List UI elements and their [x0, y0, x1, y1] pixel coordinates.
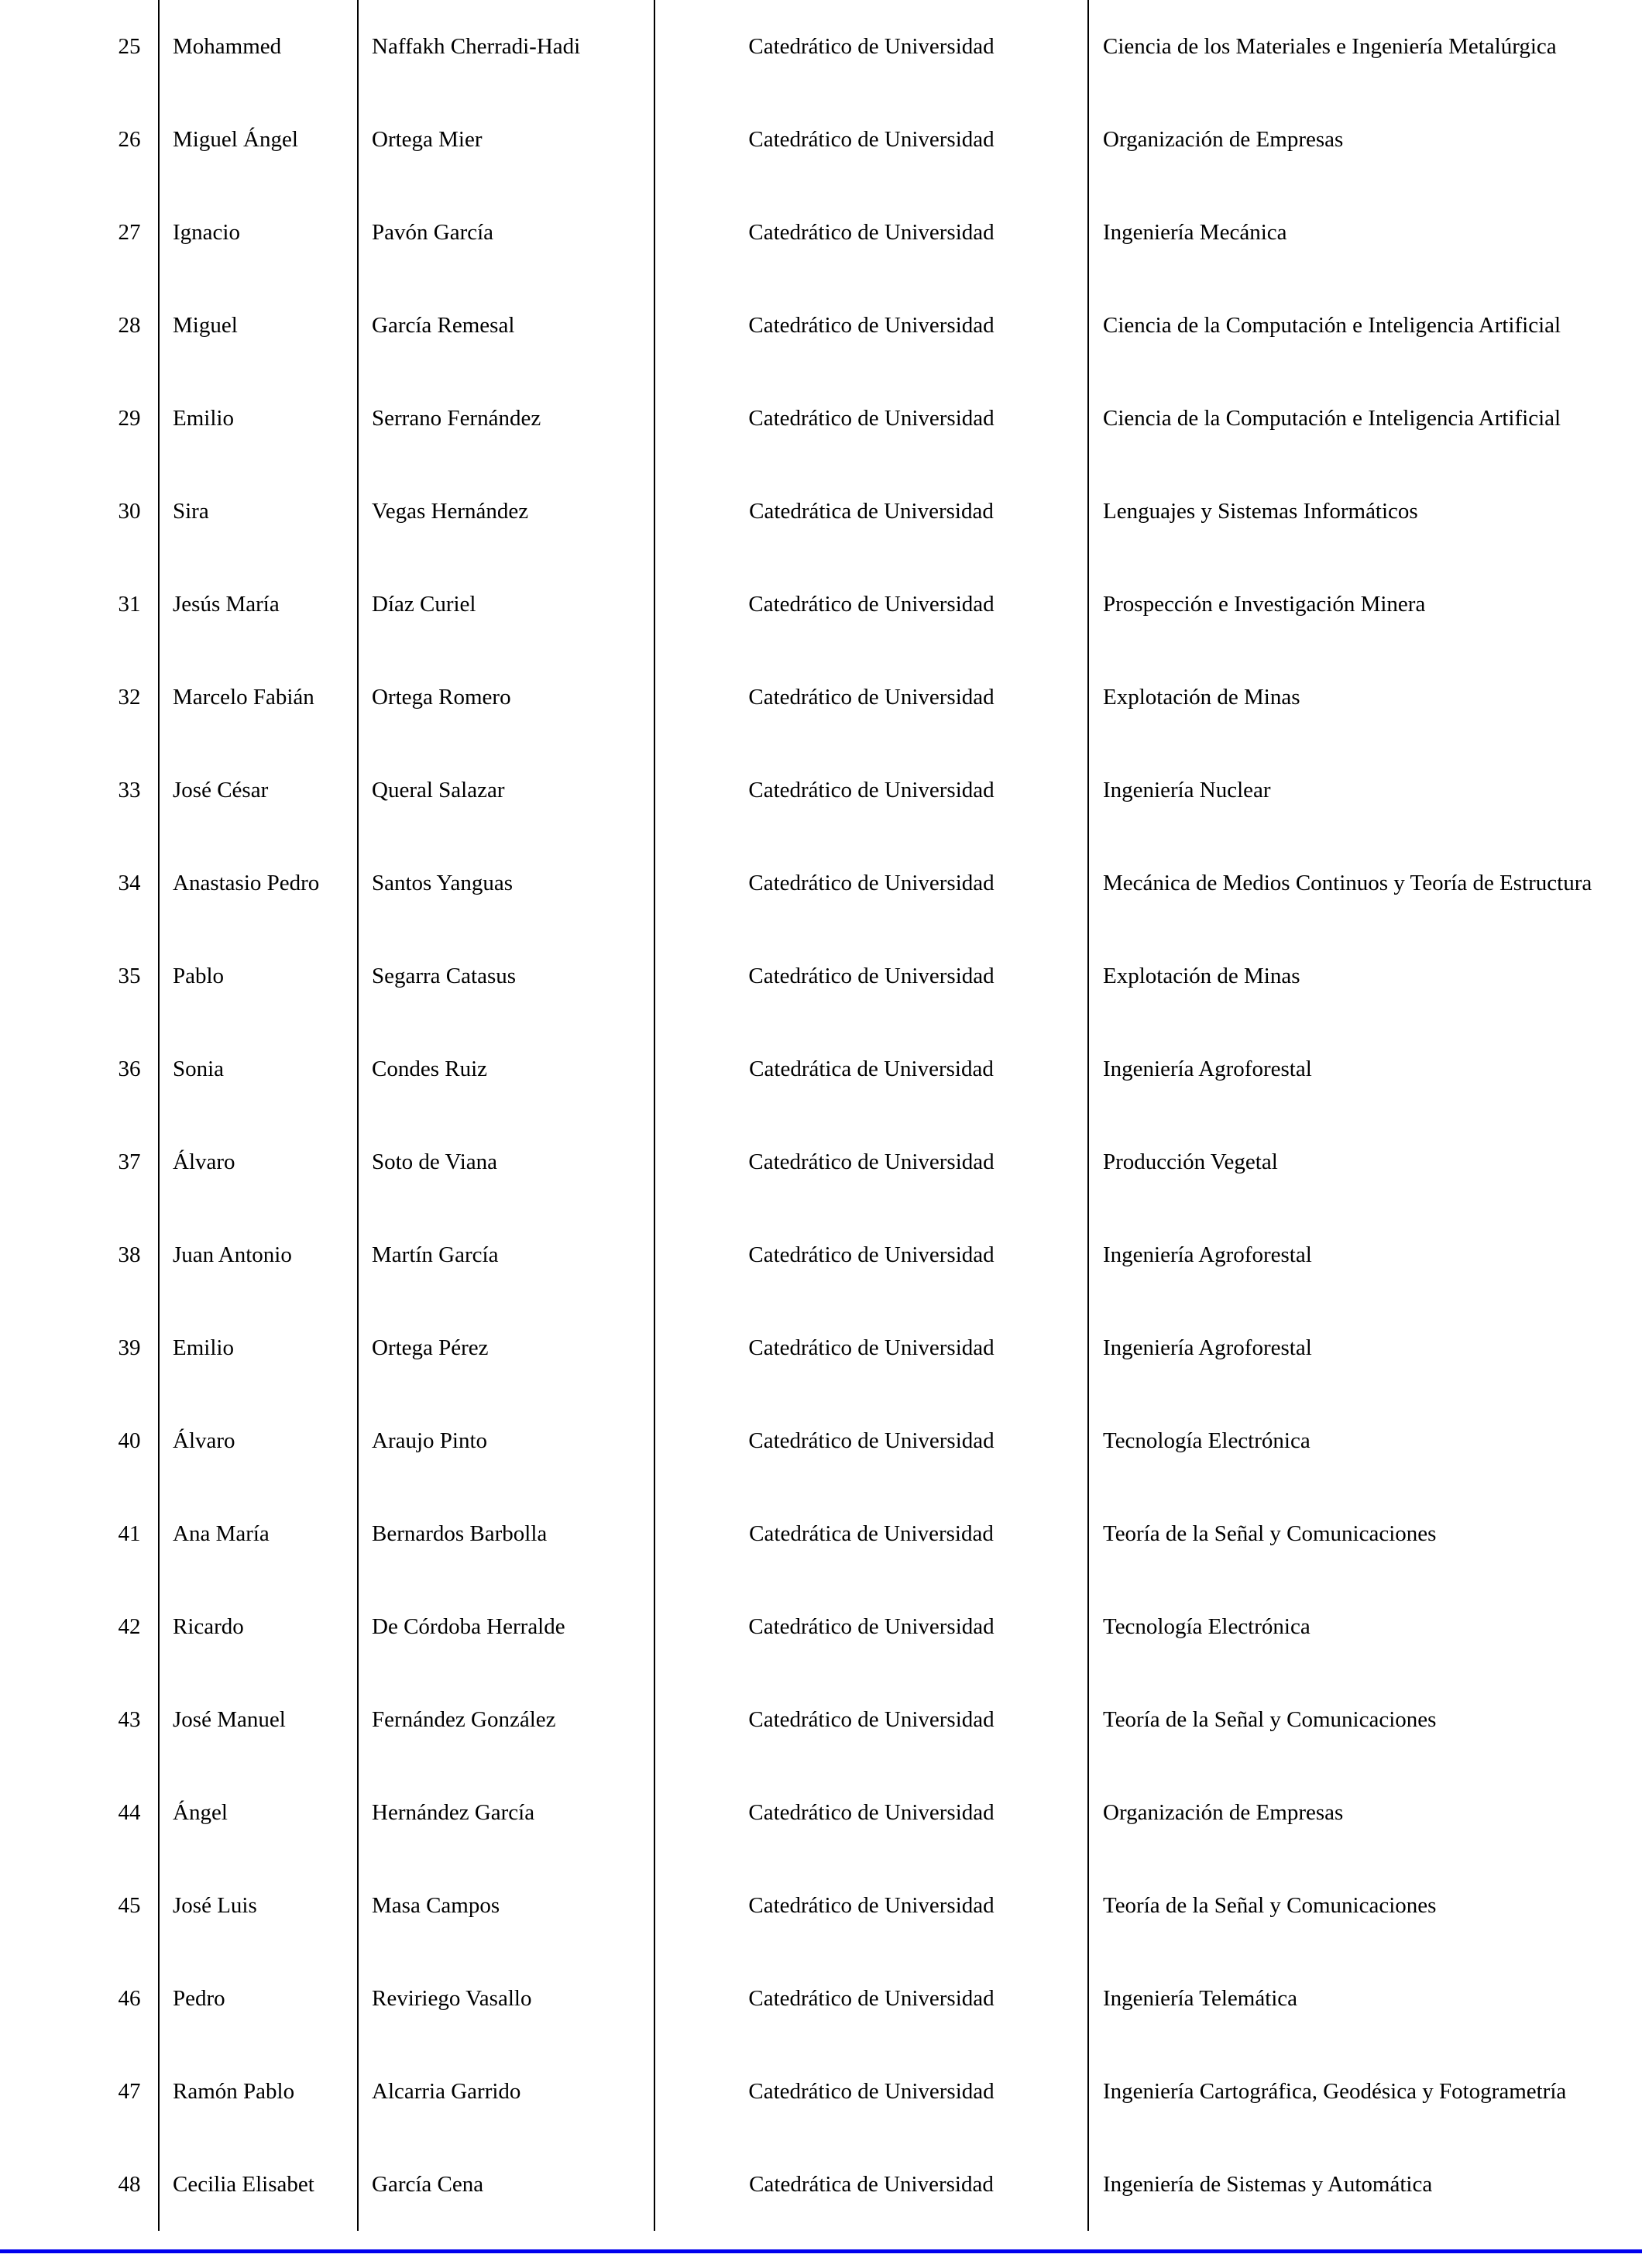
row-number-cell: 40 — [118, 1428, 141, 1453]
table-row — [101, 465, 1619, 558]
first-name-cell: Mohammed — [159, 0, 358, 93]
last-name-cell: Alcarria Garrido — [358, 2045, 654, 2138]
row-number-cell: 38 — [118, 1242, 141, 1267]
last-name-cell: Santos Yanguas — [358, 837, 654, 930]
position-cell: Catedrático de Universidad — [654, 1115, 1088, 1208]
last-name-cell: Condes Ruiz — [358, 1022, 654, 1115]
row-number-cell: 36 — [118, 1057, 141, 1081]
table-row — [101, 1394, 1619, 1487]
faculty-table-body — [101, 0, 1619, 2231]
table-row — [101, 1766, 1619, 1859]
first-name-cell: Pedro — [159, 1952, 358, 2045]
position-cell: Catedrático de Universidad — [654, 2045, 1088, 2138]
last-name-cell: Naffakh Cherradi-Hadi — [358, 0, 654, 93]
first-name-cell: Sira — [159, 465, 358, 558]
area-cell: Lenguajes y Sistemas Informáticos — [1088, 465, 1619, 558]
first-name-cell: Emilio — [159, 372, 358, 465]
row-number-cell: 33 — [118, 778, 141, 802]
row-number-cell: 26 — [118, 127, 141, 152]
table-row — [101, 1301, 1619, 1394]
row-number-cell: 42 — [118, 1614, 141, 1639]
row-number-cell: 47 — [118, 2079, 141, 2104]
first-name-cell: Álvaro — [159, 1115, 358, 1208]
table-row — [101, 558, 1619, 651]
first-name-cell: José César — [159, 744, 358, 837]
row-number-cell: 31 — [118, 592, 141, 617]
first-name-cell: Pablo — [159, 930, 358, 1022]
table-row — [101, 0, 1619, 93]
last-name-cell: Soto de Viana — [358, 1115, 654, 1208]
first-name-cell: Miguel Ángel — [159, 93, 358, 186]
row-number-cell: 45 — [118, 1893, 141, 1918]
area-cell: Ingeniería Cartográfica, Geodésica y Fotogrametría — [1088, 2045, 1619, 2138]
table-row — [101, 1952, 1619, 2045]
area-cell: Teoría de la Señal y Comunicaciones — [1088, 1673, 1619, 1766]
table-row — [101, 744, 1619, 837]
position-cell: Catedrático de Universidad — [654, 1673, 1088, 1766]
area-cell: Ciencia de la Computación e Inteligencia Artificial — [1088, 372, 1619, 465]
last-name-cell: Ortega Mier — [358, 93, 654, 186]
area-cell: Producción Vegetal — [1088, 1115, 1619, 1208]
position-cell: Catedrático de Universidad — [654, 1301, 1088, 1394]
position-cell: Catedrático de Universidad — [654, 558, 1088, 651]
row-number-cell: 29 — [118, 406, 141, 431]
area-cell: Tecnología Electrónica — [1088, 1580, 1619, 1673]
area-cell: Ingeniería Nuclear — [1088, 744, 1619, 837]
position-cell: Catedrática de Universidad — [654, 1487, 1088, 1580]
first-name-cell: Juan Antonio — [159, 1208, 358, 1301]
table-row — [101, 651, 1619, 744]
last-name-cell: Reviriego Vasallo — [358, 1952, 654, 2045]
last-name-cell: Fernández González — [358, 1673, 654, 1766]
last-name-cell: Pavón García — [358, 186, 654, 279]
position-cell: Catedrático de Universidad — [654, 279, 1088, 372]
position-cell: Catedrático de Universidad — [654, 930, 1088, 1022]
position-cell: Catedrático de Universidad — [654, 1208, 1088, 1301]
table-row — [101, 1115, 1619, 1208]
first-name-cell: Sonia — [159, 1022, 358, 1115]
table-row — [101, 279, 1619, 372]
area-cell: Prospección e Investigación Minera — [1088, 558, 1619, 651]
last-name-cell: Araujo Pinto — [358, 1394, 654, 1487]
area-cell: Teoría de la Señal y Comunicaciones — [1088, 1487, 1619, 1580]
area-cell: Ingeniería Agroforestal — [1088, 1208, 1619, 1301]
area-cell: Ciencia de la Computación e Inteligencia Artificial — [1088, 279, 1619, 372]
row-number-cell: 43 — [118, 1707, 141, 1732]
last-name-cell: Ortega Romero — [358, 651, 654, 744]
area-cell: Ciencia de los Materiales e Ingeniería Metalúrgica — [1088, 0, 1619, 93]
position-cell: Catedrático de Universidad — [654, 651, 1088, 744]
row-number-cell: 27 — [118, 220, 141, 245]
first-name-cell: Jesús María — [159, 558, 358, 651]
table-row — [101, 372, 1619, 465]
position-cell: Catedrático de Universidad — [654, 1952, 1088, 2045]
first-name-cell: José Manuel — [159, 1673, 358, 1766]
last-name-cell: Vegas Hernández — [358, 465, 654, 558]
first-name-cell: Ricardo — [159, 1580, 358, 1673]
position-cell: Catedrático de Universidad — [654, 1859, 1088, 1952]
last-name-cell: Masa Campos — [358, 1859, 654, 1952]
position-cell: Catedrático de Universidad — [654, 186, 1088, 279]
row-number-cell: 32 — [118, 685, 141, 710]
last-name-cell: Bernardos Barbolla — [358, 1487, 654, 1580]
position-cell: Catedrática de Universidad — [654, 465, 1088, 558]
position-cell: Catedrático de Universidad — [654, 0, 1088, 93]
position-cell: Catedrática de Universidad — [654, 2138, 1088, 2231]
area-cell: Ingeniería Mecánica — [1088, 186, 1619, 279]
position-cell: Catedrática de Universidad — [654, 1022, 1088, 1115]
table-row — [101, 2045, 1619, 2138]
row-number-cell: 34 — [118, 871, 141, 895]
last-name-cell: García Cena — [358, 2138, 654, 2231]
first-name-cell: Ramón Pablo — [159, 2045, 358, 2138]
last-name-cell: Queral Salazar — [358, 744, 654, 837]
last-name-cell: Díaz Curiel — [358, 558, 654, 651]
table-row — [101, 1673, 1619, 1766]
area-cell: Ingeniería Telemática — [1088, 1952, 1619, 2045]
table-row — [101, 1487, 1619, 1580]
row-number-cell: 46 — [118, 1986, 141, 2011]
row-number-cell: 28 — [118, 313, 141, 338]
row-number-cell: 44 — [118, 1800, 141, 1825]
row-number-cell: 39 — [118, 1335, 141, 1360]
table-row — [101, 1022, 1619, 1115]
first-name-cell: Ángel — [159, 1766, 358, 1859]
first-name-cell: Ignacio — [159, 186, 358, 279]
first-name-cell: Cecilia Elisabet — [159, 2138, 358, 2231]
table-row — [101, 1580, 1619, 1673]
last-name-cell: Segarra Catasus — [358, 930, 654, 1022]
position-cell: Catedrático de Universidad — [654, 1394, 1088, 1487]
first-name-cell: Anastasio Pedro — [159, 837, 358, 930]
faculty-table — [101, 0, 1619, 2231]
table-row — [101, 837, 1619, 930]
area-cell: Ingeniería Agroforestal — [1088, 1022, 1619, 1115]
area-cell: Teoría de la Señal y Comunicaciones — [1088, 1859, 1619, 1952]
row-number-cell: 48 — [118, 2172, 141, 2197]
table-row — [101, 1208, 1619, 1301]
area-cell: Ingeniería Agroforestal — [1088, 1301, 1619, 1394]
position-cell: Catedrático de Universidad — [654, 1580, 1088, 1673]
last-name-cell: Hernández García — [358, 1766, 654, 1859]
first-name-cell: Miguel — [159, 279, 358, 372]
table-row — [101, 1859, 1619, 1952]
area-cell: Organización de Empresas — [1088, 93, 1619, 186]
row-number-cell: 41 — [118, 1521, 141, 1546]
first-name-cell: Álvaro — [159, 1394, 358, 1487]
position-cell: Catedrático de Universidad — [654, 372, 1088, 465]
area-cell: Ingeniería de Sistemas y Automática — [1088, 2138, 1619, 2231]
table-row — [101, 93, 1619, 186]
first-name-cell: José Luis — [159, 1859, 358, 1952]
position-cell: Catedrático de Universidad — [654, 93, 1088, 186]
table-row — [101, 930, 1619, 1022]
area-cell: Explotación de Minas — [1088, 651, 1619, 744]
first-name-cell: Emilio — [159, 1301, 358, 1394]
position-cell: Catedrático de Universidad — [654, 837, 1088, 930]
area-cell: Explotación de Minas — [1088, 930, 1619, 1022]
first-name-cell: Ana María — [159, 1487, 358, 1580]
last-name-cell: Serrano Fernández — [358, 372, 654, 465]
last-name-cell: Martín García — [358, 1208, 654, 1301]
area-cell: Organización de Empresas — [1088, 1766, 1619, 1859]
first-name-cell: Marcelo Fabián — [159, 651, 358, 744]
last-name-cell: Ortega Pérez — [358, 1301, 654, 1394]
area-cell: Tecnología Electrónica — [1088, 1394, 1619, 1487]
last-name-cell: García Remesal — [358, 279, 654, 372]
table-row — [101, 2138, 1619, 2231]
row-number-cell: 37 — [118, 1149, 141, 1174]
position-cell: Catedrático de Universidad — [654, 1766, 1088, 1859]
page-bottom-border — [0, 2249, 1642, 2253]
row-number-cell: 25 — [118, 34, 141, 59]
area-cell: Mecánica de Medios Continuos y Teoría de Estructura — [1088, 837, 1619, 930]
row-number-cell: 30 — [118, 499, 141, 524]
last-name-cell: De Córdoba Herralde — [358, 1580, 654, 1673]
position-cell: Catedrático de Universidad — [654, 744, 1088, 837]
table-row — [101, 186, 1619, 279]
row-number-cell: 35 — [118, 964, 141, 988]
